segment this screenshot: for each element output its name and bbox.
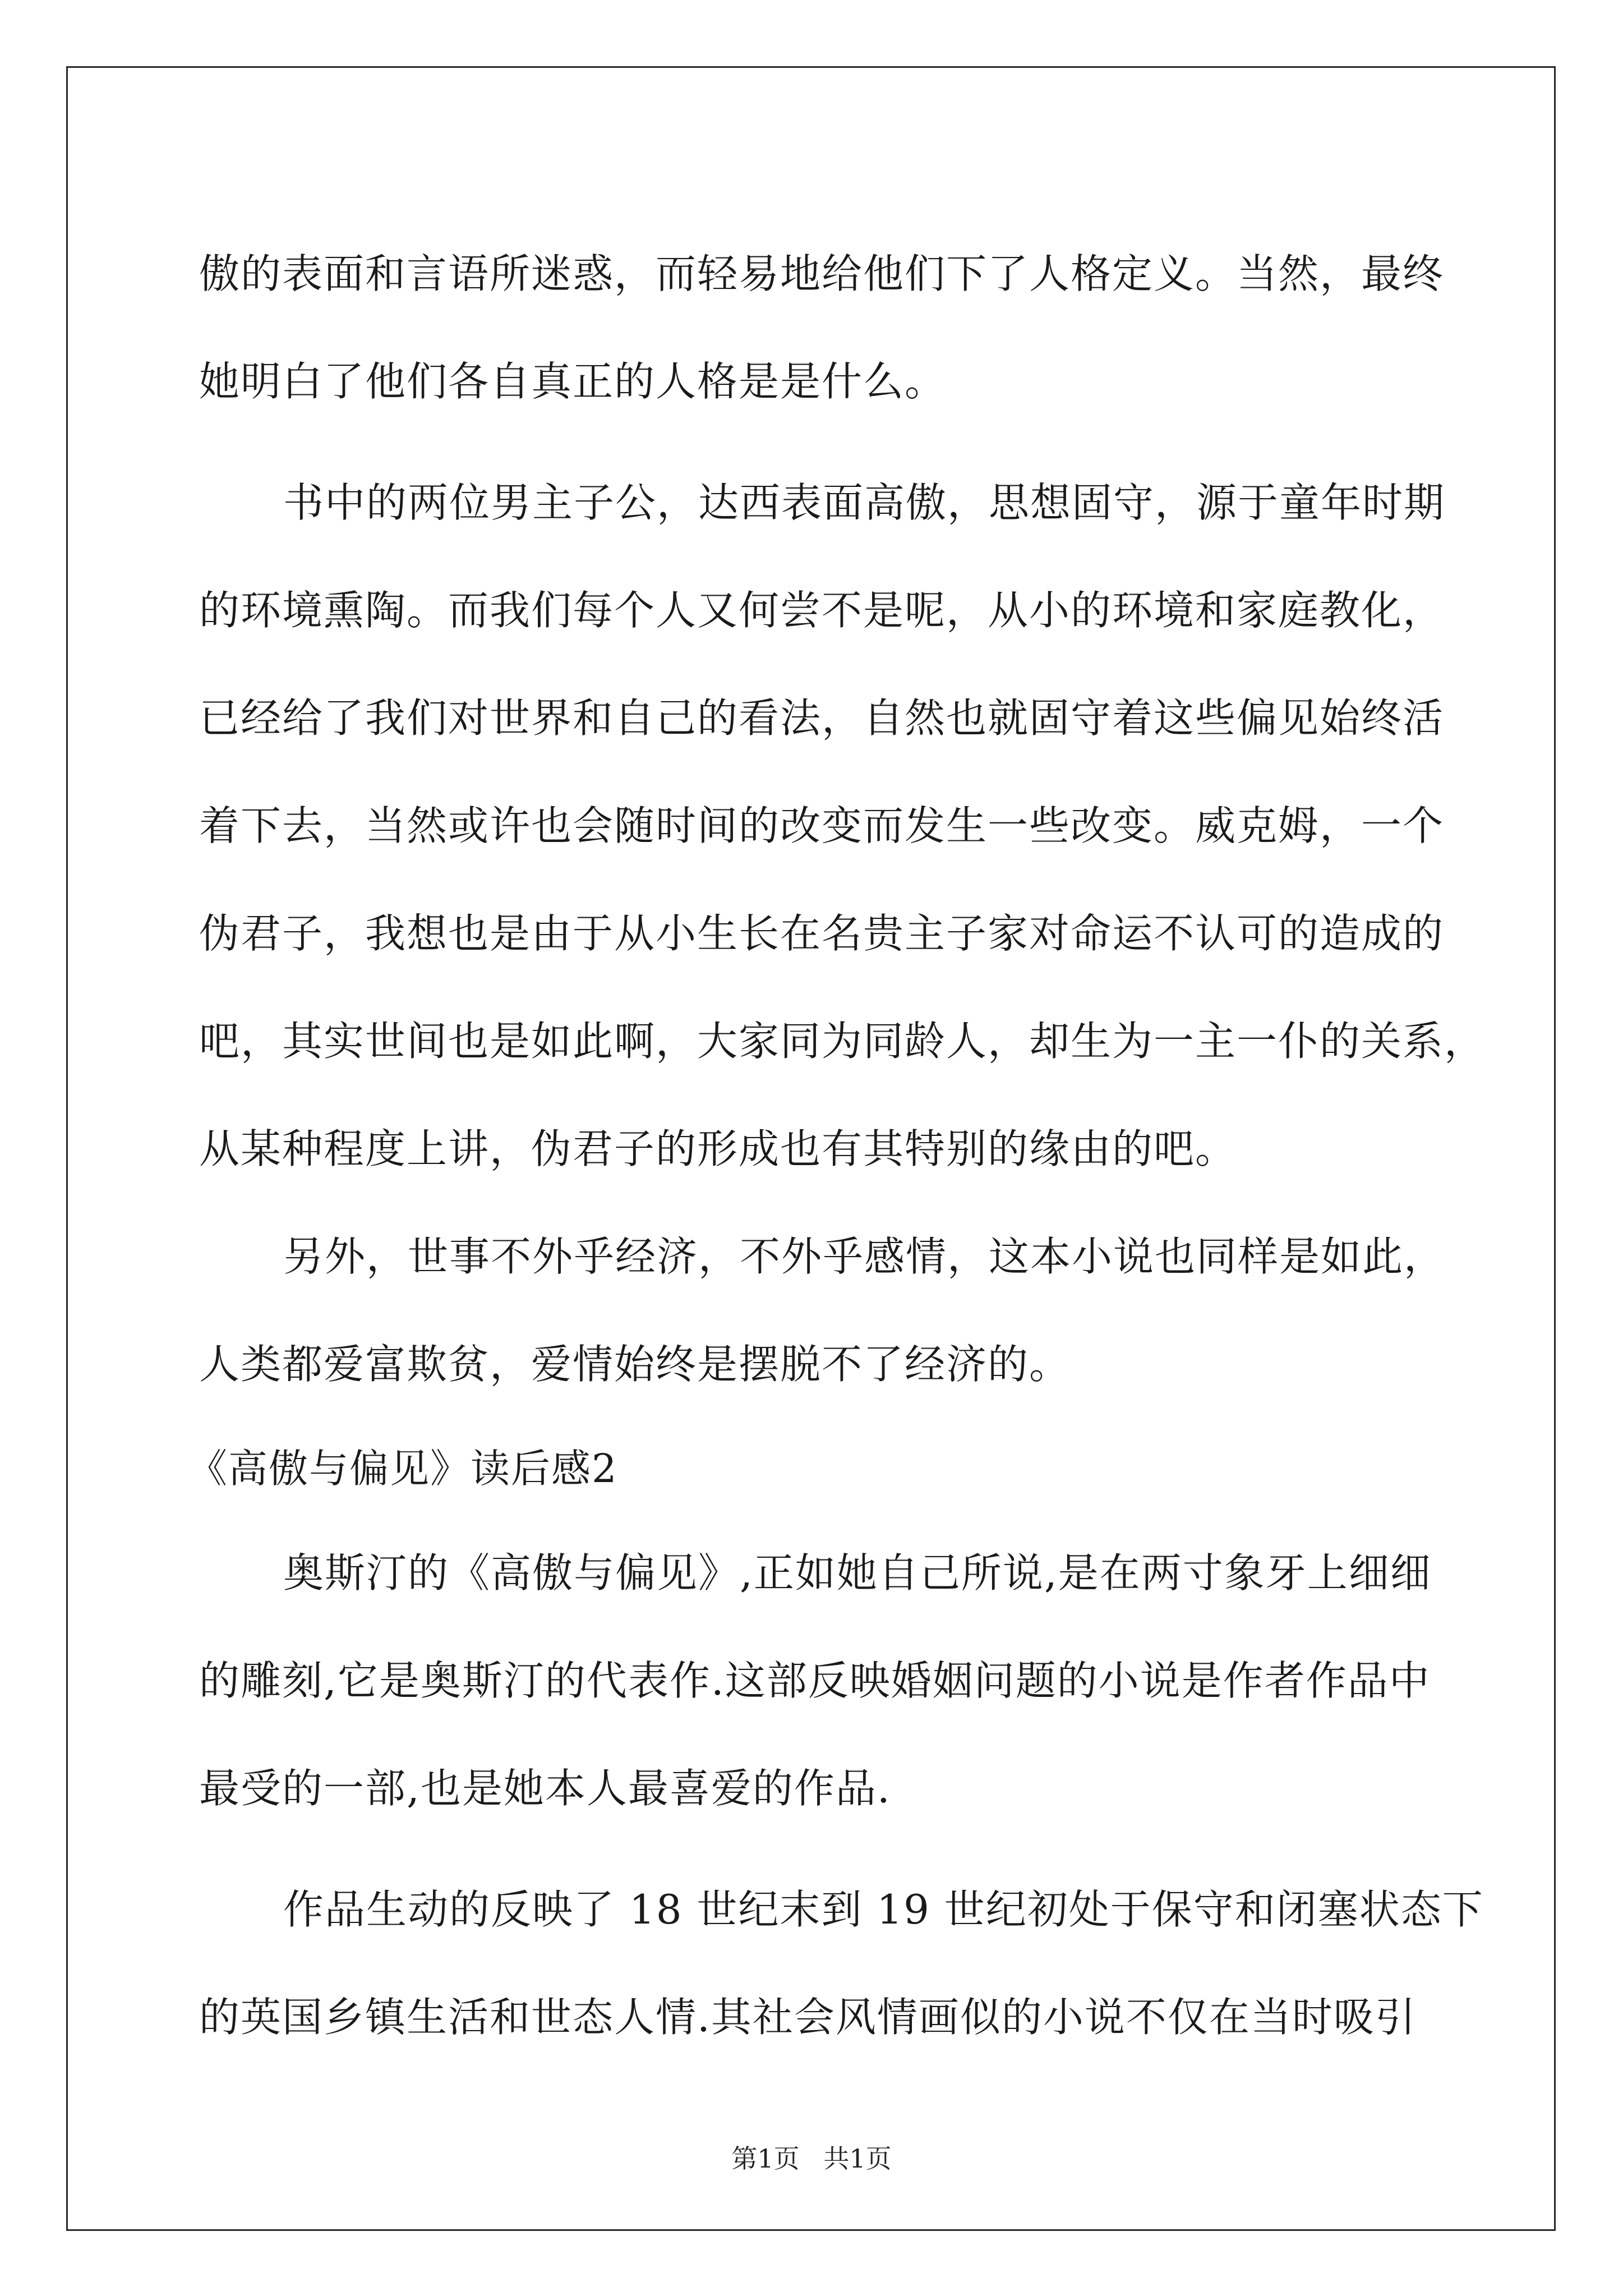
- page-footer: [0, 2142, 1623, 2175]
- text-line: 另外，世事不外乎经济，不外乎感情，这本小说也同样是如此，: [283, 1233, 1446, 1280]
- page-number: 第1页: [731, 2143, 800, 2174]
- text-line: 的英国乡镇生活和世态人情.其社会风情画似的小说不仅在当时吸引: [199, 1994, 1417, 2041]
- text-line: 已经给了我们对世界和自己的看法，自然也就固守着这些偏见始终活: [199, 694, 1445, 742]
- text-line: 书中的两位男主子公，达西表面高傲，思想固守，源于童年时期: [283, 479, 1446, 526]
- text-line: 的环境熏陶。而我们每个人又何尝不是呢，从小的环境和家庭教化，: [199, 587, 1445, 634]
- text-line: 奥斯汀的《高傲与偏见》,正如她自己所说,是在两寸象牙上细细: [283, 1549, 1432, 1596]
- text-line: 从某种程度上讲，伪君子的形成也有其特别的缘由的吧。: [199, 1125, 1237, 1172]
- text-line: 着下去，当然或许也会随时间的改变而发生一些改变。威克姆，一个: [199, 802, 1445, 849]
- text-line: 人类都爱富欺贫，爱情始终是摆脱不了经济的。: [199, 1341, 1071, 1388]
- section-heading: 《高傲与偏见》读后感2: [188, 1446, 618, 1492]
- text-line: 最受的一部,也是她本人最喜爱的作品.: [199, 1765, 891, 1812]
- text-line: 吧，其实世间也是如此啊，大家同为同龄人，却生为一主一仆的关系，: [199, 1018, 1486, 1065]
- page-total: 共1页: [823, 2143, 892, 2174]
- text-line: 伪君子，我想也是由于从小生长在名贵主子家对命运不认可的造成的: [199, 910, 1445, 957]
- text-line: 她明白了他们各自真正的人格是是什么。: [199, 358, 947, 405]
- text-line: 作品生动的反映了 18 世纪末到 19 世纪初处于保守和闭塞状态下: [283, 1886, 1484, 1933]
- text-line: 的雕刻,它是奥斯汀的代表作.这部反映婚姻问题的小说是作者作品中: [199, 1657, 1431, 1704]
- document-body: [188, 220, 1486, 2071]
- text-line: 傲的表面和言语所迷惑，而轻易地给他们下了人格定义。当然，最终: [199, 250, 1445, 297]
